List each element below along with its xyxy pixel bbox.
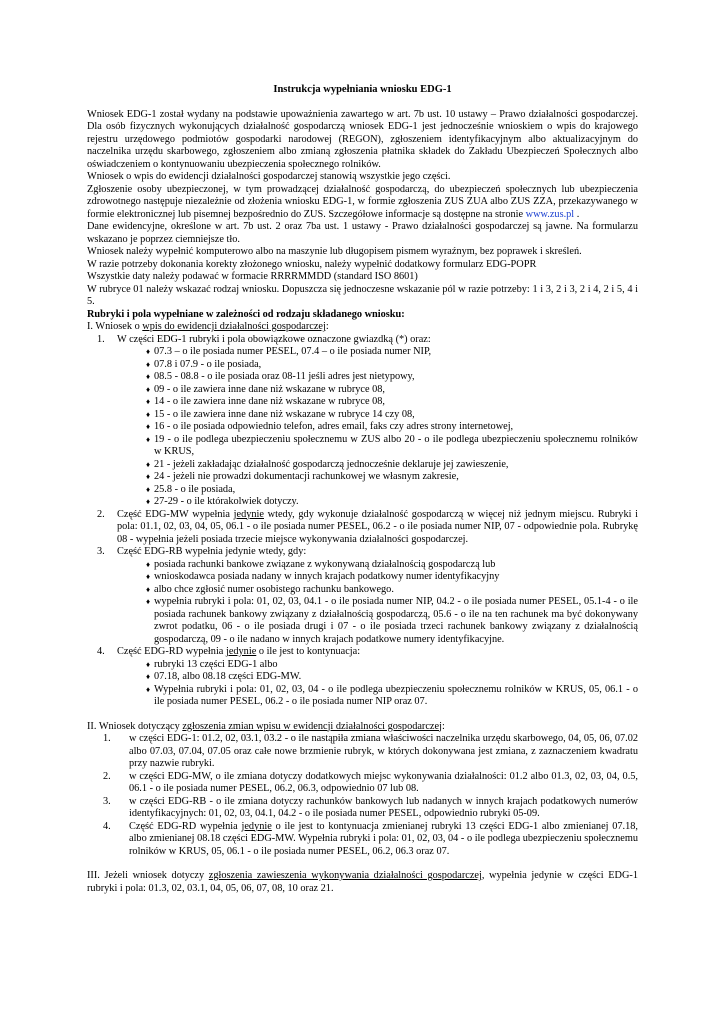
zus-link[interactable]: www.zus.pl: [525, 208, 575, 220]
bullet-item: ♦ 27-29 - o ile którakolwiek dotyczy.: [146, 496, 299, 507]
intro-paragraph: Wniosek należy wypełnić komputerowo albo na maszynie lub długopisem pismem wyraźnym, bez poprawek i skreśleń.: [87, 246, 582, 257]
diamond-bullet-icon: ♦: [146, 347, 151, 356]
diamond-bullet-icon: ♦: [146, 434, 151, 444]
document-page: [87, 84, 638, 895]
bullet-item: ♦ posiada rachunki bankowe związane z wykonywaną działalnością gospodarczą lub: [146, 558, 496, 570]
list-item: 3. Część EDG-RB wypełnia jedynie wtedy, gdy: ♦ posiada rachunki bankowe związane z wykonywaną działalnością gospodarczą lub ♦ wnioskodawca posiada nadany w innych krajach podatkowy numer identyfikacyjny ♦ albo chce zgłosić numer osobistego rachunku bankowego. ♦ wypełnia rubryki i pola: 01, 02, 03, 04.1 - o ile posiada numer NIP, 04.2 - o ile posiada numer PESEL, 05.1-4 - o ile posiada rachunek bankowy związany z działalnością gospodarczą, 05.6 - o ile na ten rachunek ma być dokonywany zwrot podatku, 06 - o ile posiada drugi i 07 - o ile posiada trzeci rachunek bankowy związany z działalnością gospodarczą, 09 - o ile nadano w innych krajach podatkowe numery identyfikacyjne.: [97, 546, 638, 645]
diamond-bullet-icon: ♦: [146, 484, 151, 494]
section-2: [87, 721, 638, 859]
intro-paragraph: Dane ewidencyjne, określone w art. 7b ust. 2 oraz 7ba ust. 1 ustawy - Prawo działalności gospodarczej są jawne. Na formularzu wskazano je poprzez ciemniejsze tło.: [87, 221, 638, 245]
bullet-list: [117, 559, 638, 647]
diamond-bullet-icon: ♦: [146, 409, 151, 419]
bullet-list: [117, 659, 638, 709]
bullet-item: ♦ 08.5 - 08.8 - o ile posiada oraz 08-11 jeśli adres jest nietypowy,: [146, 371, 415, 382]
bullet-list: [117, 346, 638, 509]
diamond-bullet-icon: ♦: [146, 572, 151, 581]
intro-paragraph: Zgłoszenie osoby ubezpieczonej, w tym prowadzącej działalność gospodarczą, do ubezpieczeń społecznych lub ubezpieczenia zdrowotnego następuje niezależnie od złożenia wniosku EDG-1, w formie zgłoszenia ZUS ZUA albo ZUS ZZA, przekazywanego w formie elektronicznej lub pisemnej bezpośrednio do ZUS. Szczegółowe informacje są dostępne na stronie www.zus.pl .: [87, 183, 638, 220]
intro-paragraph: Wszystkie daty należy podawać w formacie RRRRMMDD (standard ISO 8601): [87, 271, 418, 282]
intro-paragraph: Wniosek o wpis do ewidencji działalności gospodarczej stanowią wszystkie jego części.: [87, 171, 451, 182]
intro-paragraph: W rubryce 01 należy wskazać rodzaj wniosku. Dopuszcza się jednoczesne wskazanie pól w razie potrzeby: 1 i 3, 2 i 3, 2 i 4, 2 i 5, 4 i 5.: [87, 283, 638, 307]
diamond-bullet-icon: ♦: [146, 397, 151, 406]
section-2-heading: II. Wniosek dotyczący zgłoszenia zmian wpisu w ewidencji działalności gospodarczej:: [87, 720, 445, 732]
list-item: 2. w części EDG-MW, o ile zmiana dotyczy dodatkowych miejsc wykonywania działalności: 01.2 albo 01.3, 02, 03, 04, 0.5, 06.1 - o ile posiada numer PESEL, 06.2, 06.3, odpowiednio 07 lub 08.: [103, 770, 638, 794]
list-item: 1. W części EDG-1 rubryki i pola obowiązkowe oznaczone gwiazdką (*) oraz: ♦ 07.3 – o ile posiada numer PESEL, 07.4 – o ile posiada numer NIP, ♦ 07.8 i 07.9 - o ile posiada, ♦ 08.5 - 08.8 - o ile posiada oraz 08-11 jeśli adres jest nietypowy, ♦ 09 - o ile zawiera inne dane niż wskazane w rubryce 08, ♦ 14 - o ile zawiera inne dane niż wskazane w rubryce 08, ♦ 15 - o ile zawiera inne dane niż wskazane w rubryce 14 czy 08, ♦ 16 - o ile posiada odpowiednio telefon, adres email, faks czy adres strony internetowej, ♦ 19 - o ile podlega ubezpieczeniu społecznemu w ZUS albo 20 - o ile podlega ubezpieczeniu społecznemu rolników w KRUS, ♦ 21 - jeżeli zakładając działalność gospodarczą jednocześnie deklaruje jej zawieszenie, ♦ 24 - jeżeli nie prowadzi dokumentacji rachunkowej we własnym zakresie, ♦ 25.8 - o ile posiada, ♦ 27-29 - o ile którakolwiek dotyczy.: [97, 333, 638, 507]
bullet-item: ♦ albo chce zgłosić numer osobistego rachunku bankowego.: [146, 583, 394, 595]
bullet-item: ♦ 16 - o ile posiada odpowiednio telefon, adres email, faks czy adres strony internetowej,: [146, 421, 514, 432]
diamond-bullet-icon: ♦: [146, 584, 151, 594]
list-item: 4. Część EDG-RD wypełnia jedynie o ile jest to kontynuacja zmienianej rubryki 13 części EDG-1 albo zmienianej 07.18, albo zmienianej 08.18 części EDG-MW. Wypełnia rubryki i pola: 01, 02, 03, 04 - o ile podlega ubezpieczeniu społecznemu rolników w KRUS, 05, 06.1 - o ile posiada numer PESEL, 06.2, 06.3 oraz 07.: [103, 820, 639, 857]
bullet-item: ♦ 19 - o ile podlega ubezpieczeniu społecznemu w ZUS albo 20 - o ile podlega ubezpieczeniu społecznemu rolników w KRUS,: [146, 433, 638, 457]
page-title: Instrukcja wypełniania wniosku EDG-1: [273, 84, 452, 95]
bullet-item: ♦ wnioskodawca posiada nadany w innych krajach podatkowy numer identyfikacyjny: [146, 571, 500, 582]
list-item: 4. Część EDG-RD wypełnia jedynie o ile jest to kontynuacja: ♦ rubryki 13 części EDG-1 albo ♦ 07.18, albo 08.18 części EDG-MW. ♦ Wypełnia rubryki i pola: 01, 02, 03, 04 - o ile podlega ubezpieczeniu społecznemu rolników w KRUS, 05, 06.1 - o ile posiada numer PESEL, 06.2 - o ile posiada numer NIP oraz 07.: [97, 646, 638, 707]
list-item: 1. w części EDG-1: 01.2, 02, 03.1, 03.2 - o ile nastąpiła zmiana właściwości naczelnika urzędu skarbowego, 04, 05, 06, 07.02 albo 07.03, 07.04, 07.05 oraz całe nowe brzmienie rubryk, w których dokonywana jest zmiana, z zaznaczeniem kwadratu przy nazwie rubryki.: [103, 733, 638, 769]
diamond-bullet-icon: ♦: [146, 384, 151, 394]
bullet-item: ♦ 07.8 i 07.9 - o ile posiada,: [146, 358, 262, 370]
intro-section: [87, 109, 638, 309]
section-3: [87, 870, 638, 895]
diamond-bullet-icon: ♦: [146, 684, 151, 694]
diamond-bullet-icon: ♦: [146, 559, 151, 569]
rubrics-heading: Rubryki i pola wypełniane w zależności od rodzaju składanego wniosku:: [87, 308, 405, 320]
diamond-bullet-icon: ♦: [146, 459, 151, 469]
diamond-bullet-icon: ♦: [146, 497, 151, 506]
bullet-item: ♦ 14 - o ile zawiera inne dane niż wskazane w rubryce 08,: [146, 396, 386, 407]
diamond-bullet-icon: ♦: [146, 372, 151, 381]
bullet-item: ♦ 21 - jeżeli zakładając działalność gospodarczą jednocześnie deklaruje jej zawieszenie,: [146, 458, 509, 470]
section-1: [87, 321, 638, 709]
bullet-item: ♦ wypełnia rubryki i pola: 01, 02, 03, 04.1 - o ile posiada numer NIP, 04.2 - o ile posiada numer PESEL, 05.1-4 - o ile posiada rachunek bankowy związany z działalnością gospodarczą, 05.6 - o ile na ten rachunek ma być dokonywany zwrot podatku, 06 - o ile posiada drugi i 07 - o ile posiada trzeci rachunek bankowy związany z działalnością gospodarczą, 09 - o ile nadano w innych krajach podatkowe numery identyfikacyjne.: [146, 596, 638, 645]
diamond-bullet-icon: ♦: [146, 659, 151, 669]
bullet-item: ♦ 24 - jeżeli nie prowadzi dokumentacji rachunkowej we własnym zakresie,: [146, 471, 459, 482]
bullet-item: ♦ 25.8 - o ile posiada,: [146, 483, 236, 495]
intro-paragraph: W razie potrzeby dokonania korekty złożonego wniosku, należy wypełnić dodatkowy formularz EDG-POPR: [87, 258, 537, 270]
diamond-bullet-icon: ♦: [146, 422, 151, 431]
bullet-item: ♦ 07.18, albo 08.18 części EDG-MW.: [146, 671, 302, 682]
section-1-heading: I. Wniosek o wpis do ewidencji działalności gospodarczej:: [87, 321, 329, 332]
bullet-item: ♦ 07.3 – o ile posiada numer PESEL, 07.4 – o ile posiada numer NIP,: [146, 346, 432, 357]
section-1-list: [87, 334, 638, 709]
intro-paragraph: Wniosek EDG-1 został wydany na podstawie upoważnienia zawartego w art. 7b ust. 10 ustawy – Prawo działalności gospodarczej. Dla osób fizycznych wykonujących działalność gospodarczą wniosek EDG-1 jest jednocześnie wnioskiem o wpis do krajowego rejestru urzędowego podmiotów gospodarki narodowej (REGON), zgłoszeniem identyfikacyjnym albo aktualizacyjnym do naczelnika urzędu skarbowego, zgłoszeniem albo zmianą zgłoszenia płatnika składek do Zakładu Ubezpieczeń Społecznych albo oświadczeniem o kontynuowaniu ubezpieczenia społecznego rolników.: [87, 108, 638, 170]
section-3-text: III. Jeżeli wniosek dotyczy zgłoszenia zawieszenia wykonywania działalności gospodarczej, wypełnia jedynie w części EDG-1 rubryki i pola: 01.3, 02, 03.1, 04, 05, 06, 07, 08, 10 oraz 21.: [87, 870, 638, 894]
list-item: 3. w części EDG-RB - o ile zmiana dotyczy rachunków bankowych lub nadanych w innych krajach podatkowych numerów identyfikacyjnych: 01, 02, 03, 04.1, 04.2 - o ile posiada numer PESEL, odpowiednio rubryki 05-09.: [103, 795, 638, 819]
bullet-item: ♦ Wypełnia rubryki i pola: 01, 02, 03, 04 - o ile podlega ubezpieczeniu społecznemu rolników w KRUS, 05, 06.1 - o ile posiada numer PESEL, 06.2 - o ile posiada numer NIP oraz 07.: [146, 683, 638, 707]
diamond-bullet-icon: ♦: [146, 472, 151, 481]
diamond-bullet-icon: ♦: [146, 359, 151, 369]
diamond-bullet-icon: ♦: [146, 597, 151, 606]
list-item: 2. Część EDG-MW wypełnia jedynie wtedy, gdy wykonuje działalność gospodarczą w więcej niż jednym miejscu. Rubryki i pola: 01.1, 02, 03, 04, 05, 06.1 - o ile posiada numer PESEL, 06.2 - o ile posiada numer NIP, 07 - odpowiednie pola. Rubrykę 08 - wypełnia jeżeli posiada trzecie miejsce wykonywania działalności gospodarczej.: [97, 508, 638, 545]
bullet-item: ♦ 09 - o ile zawiera inne dane niż wskazane w rubryce 08,: [146, 383, 386, 395]
bullet-item: ♦ rubryki 13 części EDG-1 albo: [146, 658, 278, 670]
diamond-bullet-icon: ♦: [146, 672, 151, 681]
section-2-list: [87, 733, 638, 858]
bullet-item: ♦ 15 - o ile zawiera inne dane niż wskazane w rubryce 14 czy 08,: [146, 408, 415, 420]
